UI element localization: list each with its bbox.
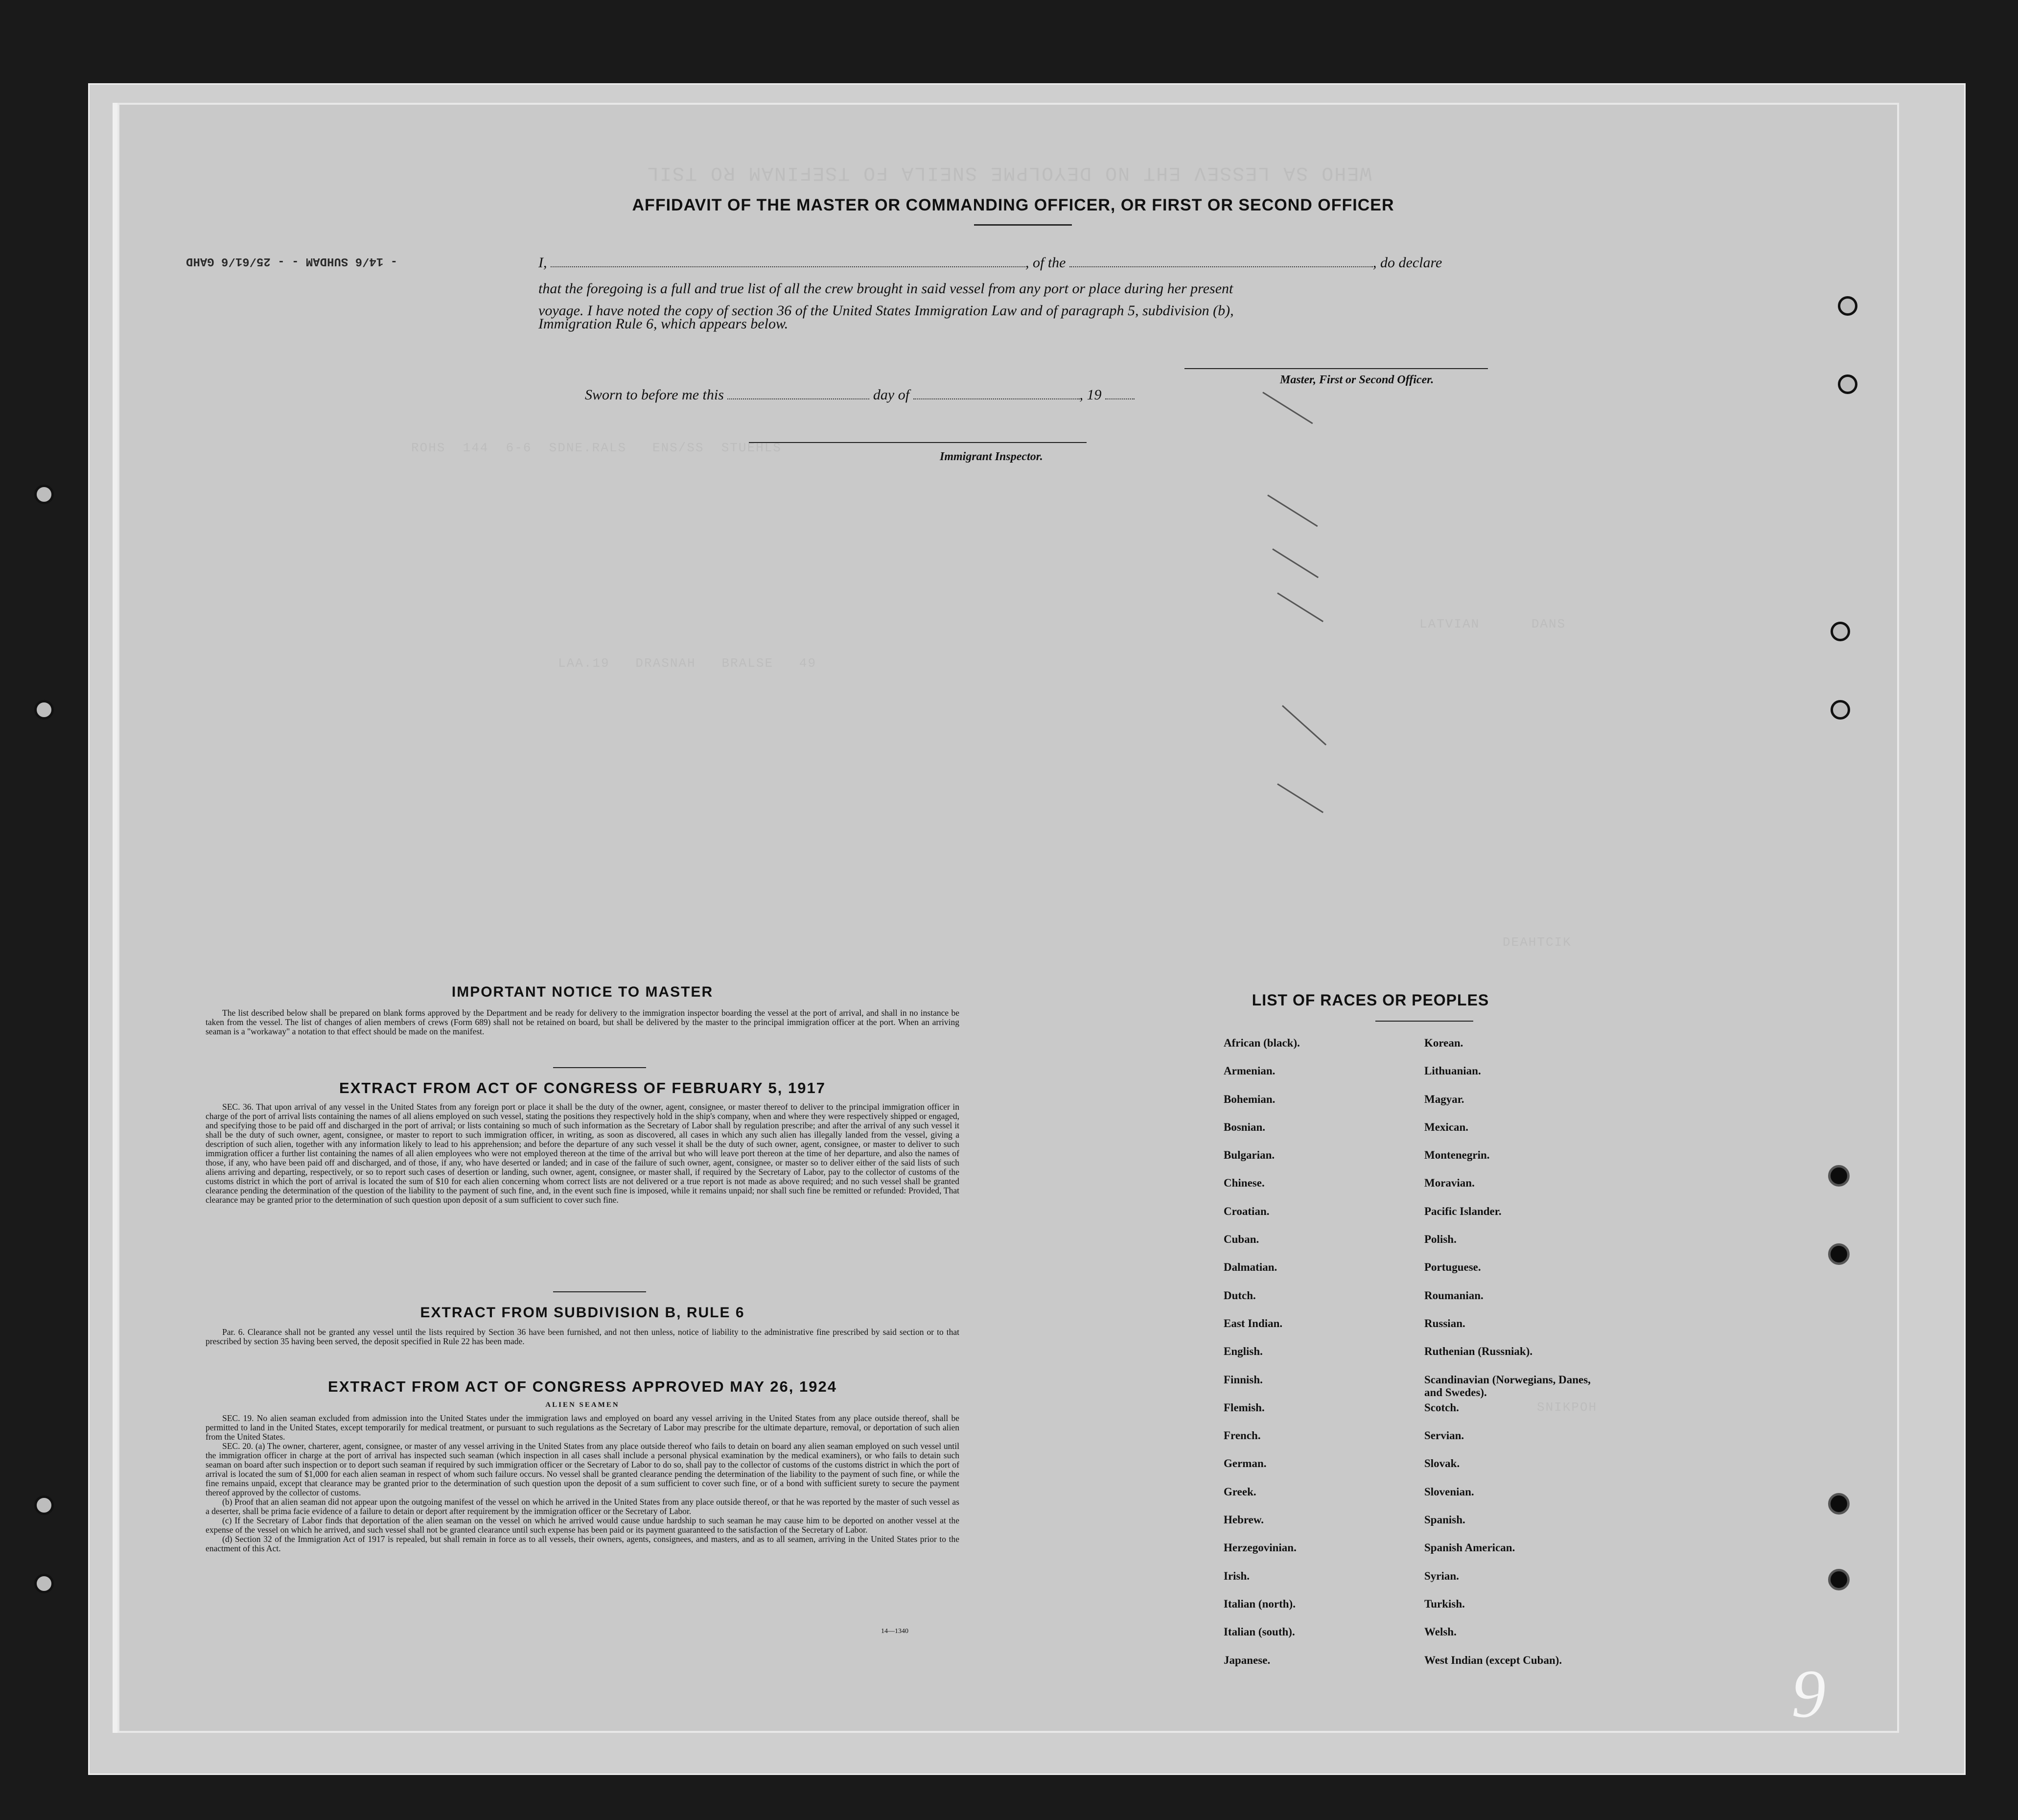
race-item: Scandinavian (Norwegians, Danes, and Swedes). bbox=[1424, 1373, 1591, 1399]
month-blank[interactable] bbox=[913, 398, 1080, 399]
race-item: Polish. bbox=[1424, 1233, 1457, 1246]
inspector-signature-line[interactable] bbox=[749, 442, 1087, 443]
race-item: Finnish. bbox=[1224, 1373, 1263, 1386]
extract-1917-body bbox=[206, 1102, 959, 1205]
sworn-line bbox=[585, 387, 1135, 403]
race-item: Scotch. bbox=[1424, 1401, 1459, 1414]
race-item: Korean. bbox=[1424, 1037, 1463, 1049]
race-item: Slovak. bbox=[1424, 1457, 1460, 1470]
race-item: Dalmatian. bbox=[1224, 1261, 1277, 1274]
binder-hole bbox=[1831, 700, 1850, 720]
sec-20c-paragraph: (c) If the Secretary of Labor finds that deportation of the alien seaman on the vessel on which he arrived would cause undue hardship to such seaman he may cause him to be deported on another vessel at the expense of the vessel on which he arrived, and such vessel shall not be granted clearance until such expense has been paid or its payment guaranteed to the satisfaction of the Secretary of Labor. bbox=[206, 1516, 959, 1535]
notice-body bbox=[206, 1008, 959, 1036]
binder-hole bbox=[1838, 296, 1857, 316]
form-number: 14—1340 bbox=[881, 1628, 908, 1635]
master-caption: Master, First or Second Officer. bbox=[1280, 373, 1434, 386]
race-item: Irish. bbox=[1224, 1569, 1250, 1582]
race-item: Mexican. bbox=[1424, 1120, 1469, 1133]
race-item: Bohemian. bbox=[1224, 1093, 1276, 1105]
alien-seamen-subtitle: ALIEN SEAMEN bbox=[545, 1401, 620, 1409]
divider bbox=[553, 1067, 646, 1068]
handwritten-mark: 9 bbox=[1791, 1656, 1826, 1732]
bleed-through-text: LATVIAN DANS bbox=[1419, 617, 1566, 631]
binder-hole bbox=[34, 1574, 54, 1593]
race-item: Bulgarian. bbox=[1224, 1149, 1275, 1162]
race-item: Ruthenian (Russniak). bbox=[1424, 1345, 1533, 1358]
notice-paragraph: The list described below shall be prepared on blank forms approved by the Department and be ready for delivery to the immigration inspector boarding the vessel at the port of arrival, and shall in no instance be taken from the vessel. The list of changes of alien members of crews (Form 689) shall not be retained on board, but shall be delivered by the master to the principal immigration officer at the port. When an arriving seaman is a "workaway" a notation to that effect should be made on the manifest. bbox=[206, 1008, 959, 1036]
affidavit-declare: , do declare bbox=[1373, 255, 1442, 271]
rule-6-paragraph: Par. 6. Clearance shall not be granted any vessel until the lists required by Section 36 have been furnished, and not then unless, notice of liability to the administrative fine prescribed by said section or to that prescribed by section 35 having been served, the deposit specified in Rule 22 has been made. bbox=[206, 1327, 959, 1346]
rule-6-body bbox=[206, 1328, 959, 1346]
binder-hole bbox=[34, 485, 54, 504]
race-item: Turkish. bbox=[1424, 1597, 1465, 1610]
race-item: German. bbox=[1224, 1457, 1267, 1470]
affidavit-i: I, bbox=[538, 255, 547, 271]
race-item: Chinese. bbox=[1224, 1177, 1265, 1190]
race-item: Pacific Islander. bbox=[1424, 1205, 1502, 1217]
extract-1917-paragraph: SEC. 36. That upon arrival of any vessel in the United States from any foreign port or place it shall be the duty of the owner, agent, consignee, or master thereof to deliver to the principal immigration officer in charge of the port of arrival lists containing the names of all aliens employed on such vessel, stating the positions they respectively hold in the ship's company, when and where they were respectively shipped or engaged, and specifying those to be paid off and discharged in the port of arrival; or lists containing so much of such information as the Secretary of Labor shall by regulation prescribe; and after the arrival of any such vessel it shall be the duty of such owner, agent, consignee, or master to report to such immigration officer, in writing, as soon as discovered, all cases in which any such alien has illegally landed from the vessel, giving a description of such alien, together with any information likely to lead to his apprehension; and before the departure of any such vessel it shall be the duty of such owner, agent, consignee, or master to deliver to such immigration officer a further list containing the names of all alien employees who were not employed thereon at the time of the arrival but who will leave port thereon at the time of her departure, and also the names of those, if any, who have been paid off and discharged, and of those, if any, who have deserted or landed; and in case of the failure of such owner, agent, consignee, or master so to deliver either of the said lists of such aliens arriving and departing, respectively, or so to report such cases of desertion or landing, such owner, agent, consignee, or master shall, if required by the Secretary of Labor, pay to the collector of customs of the customs district in which the port of arrival is located the sum of $10 for each alien concerning whom correct lists are not delivered or a true report is not made as above required; and no such vessel shall be granted clearance pending the determination of the question of the liability to the payment of such fine, and, in the event such fine is imposed, while it remains unpaid; nor shall such fine be remitted or refunded: Provided, That clearance may be granted prior to the determination of such question upon deposit of a sum sufficient to cover such fine. bbox=[206, 1102, 959, 1205]
race-item: Moravian. bbox=[1424, 1177, 1475, 1190]
race-item: English. bbox=[1224, 1345, 1263, 1358]
sworn-text: Sworn to before me this bbox=[585, 387, 724, 403]
bleed-through-text: WEHO SA LESSEV EHT NO DEYOLPME SNEILA FO TSEFINAM RO TSIL bbox=[646, 162, 1372, 184]
binder-hole bbox=[1838, 374, 1857, 394]
day-blank[interactable] bbox=[727, 398, 869, 399]
year-blank[interactable] bbox=[1105, 398, 1135, 399]
race-item: Bosnian. bbox=[1224, 1120, 1266, 1133]
race-item: Japanese. bbox=[1224, 1654, 1271, 1666]
binder-hole bbox=[1831, 622, 1850, 641]
rule-6-title: EXTRACT FROM SUBDIVISION B, RULE 6 bbox=[420, 1305, 745, 1321]
race-item: French. bbox=[1224, 1429, 1261, 1442]
binder-hole bbox=[34, 1495, 54, 1515]
sec-20a-paragraph: SEC. 20. (a) The owner, charterer, agent, consignee, or master of any vessel arriving in the United States from any place outside thereof who fails to detain on board any alien seaman employed on such vessel until the immigration officer in charge at the port of arrival has inspected such seaman (which inspection in all cases shall include a personal physical examination by the medical examiners), or who fails to detain such seaman on board after such inspection or to deport such seaman if required by such immigration officer or the Secretary of Labor to do so, shall pay to the collector of customs of the customs district in which the port of arrival is located the sum of $1,000 for each alien seaman in respect of whom such failure occurs. No vessel shall be granted clearance pending the determination of the liability to the payment of such fine, or while the fine remains unpaid, except that clearance may be granted prior to the determination of such question upon the deposit of a sum sufficient to cover such fine, or of a bond with sufficient surety to secure the payment thereof approved by the collector of customs. bbox=[206, 1441, 959, 1497]
races-left-column bbox=[1224, 1037, 1300, 1682]
binder-hole bbox=[1828, 1569, 1850, 1590]
race-item: Magyar. bbox=[1424, 1093, 1464, 1105]
race-item: Hebrew. bbox=[1224, 1514, 1264, 1526]
notice-title: IMPORTANT NOTICE TO MASTER bbox=[451, 984, 714, 1000]
race-item: Lithuanian. bbox=[1424, 1065, 1481, 1077]
race-item: Greek. bbox=[1224, 1485, 1256, 1498]
race-item: Welsh. bbox=[1424, 1626, 1457, 1638]
binder-hole bbox=[34, 700, 54, 720]
sec-20b-paragraph: (b) Proof that an alien seaman did not appear upon the outgoing manifest of the vessel on which he arrived in the United States from any place outside thereof, or that he was reported by the master of such vessel as a deserter, shall be prima facie evidence of a failure to detain or deport after requirement by the immigration officer or the Secretary of Labor. bbox=[206, 1497, 959, 1516]
rubber-stamp: - 14/6 SUHDAM - - 25/61/6 GAHD bbox=[186, 255, 398, 268]
race-item: Cuban. bbox=[1224, 1233, 1259, 1246]
race-item: Portuguese. bbox=[1424, 1261, 1481, 1274]
sec-20d-paragraph: (d) Section 32 of the Immigration Act of 1917 is repealed, but shall remain in force as to all vessels, their owners, agents, consignees, and masters, and as to all seamen, arriving in the United States prior to the enactment of this Act. bbox=[206, 1534, 959, 1553]
master-signature-line[interactable] bbox=[1184, 368, 1488, 369]
divider bbox=[974, 224, 1072, 226]
race-item: African (black). bbox=[1224, 1037, 1300, 1049]
race-item: Flemish. bbox=[1224, 1401, 1265, 1414]
race-item: Roumanian. bbox=[1424, 1289, 1484, 1302]
affidavit-line-1 bbox=[538, 255, 1442, 271]
sworn-year: , 19 bbox=[1079, 387, 1102, 403]
extract-1917-title: EXTRACT FROM ACT OF CONGRESS OF FEBRUARY 5, 1917 bbox=[339, 1079, 826, 1097]
name-blank[interactable] bbox=[551, 266, 1025, 267]
race-item: Armenian. bbox=[1224, 1065, 1276, 1077]
inspector-caption: Immigrant Inspector. bbox=[940, 450, 1043, 463]
race-item: Croatian. bbox=[1224, 1205, 1270, 1217]
race-item: Italian (north). bbox=[1224, 1597, 1296, 1610]
extract-1924-title: EXTRACT FROM ACT OF CONGRESS APPROVED MAY 26, 1924 bbox=[328, 1378, 837, 1395]
binder-hole bbox=[1828, 1243, 1850, 1265]
divider bbox=[1375, 1021, 1473, 1022]
races-title: LIST OF RACES OR PEOPLES bbox=[1252, 991, 1489, 1009]
affidavit-line-1b: that the foregoing is a full and true list of all the crew brought in said vessel from any port or place during her present bbox=[538, 280, 1233, 297]
bleed-through-text: SNIKPOH bbox=[1537, 1400, 1598, 1415]
race-item: Slovenian. bbox=[1424, 1485, 1474, 1498]
affidavit-line-3: Immigration Rule 6, which appears below. bbox=[538, 316, 789, 332]
race-item: Spanish. bbox=[1424, 1514, 1465, 1526]
affidavit-line-2: voyage. I have noted the copy of section 36 of the United States Immigration Law and of paragraph 5, subdivision (b), bbox=[538, 303, 1234, 319]
affidavit-title: AFFIDAVIT OF THE MASTER OR COMMANDING OFFICER, OR FIRST OR SECOND OFFICER bbox=[632, 196, 1394, 214]
race-item: Servian. bbox=[1424, 1429, 1464, 1442]
bleed-through-text: ROHS 144 6-6 SDNE.RALS ENS/SS STUEHLS bbox=[411, 441, 782, 455]
race-item: East Indian. bbox=[1224, 1317, 1283, 1330]
sec-19-paragraph: SEC. 19. No alien seaman excluded from admission into the United States under the immigration laws and employed on board any vessel arriving in the United States from any place outside thereof, shall be permitted to land in the United States, except temporarily for medical treatment, or pursuant to such regulations as the Secretary of Labor may prescribe for the ultimate departure, removal, or deportation of such alien from the United States. bbox=[206, 1413, 959, 1442]
extract-1924-body bbox=[206, 1414, 959, 1553]
race-item: West Indian (except Cuban). bbox=[1424, 1654, 1562, 1666]
vessel-blank[interactable] bbox=[1069, 266, 1373, 267]
race-item: Russian. bbox=[1424, 1317, 1465, 1330]
race-item: Dutch. bbox=[1224, 1289, 1256, 1302]
bleed-through-text: LAA.19 DRASNAH BRALSE 49 bbox=[558, 656, 817, 671]
divider bbox=[553, 1291, 646, 1292]
sworn-day-of: day of bbox=[873, 387, 910, 403]
binder-hole bbox=[1828, 1165, 1850, 1187]
race-item: Montenegrin. bbox=[1424, 1149, 1490, 1162]
races-right-column bbox=[1424, 1037, 1610, 1682]
race-item: Herzegovinian. bbox=[1224, 1541, 1297, 1554]
binder-hole bbox=[1828, 1493, 1850, 1515]
race-item: Syrian. bbox=[1424, 1569, 1459, 1582]
race-item: Italian (south). bbox=[1224, 1626, 1295, 1638]
bleed-through-text: DEAHTCIK bbox=[1503, 935, 1572, 950]
race-item: Spanish American. bbox=[1424, 1541, 1515, 1554]
affidavit-of-the: , of the bbox=[1025, 255, 1066, 271]
